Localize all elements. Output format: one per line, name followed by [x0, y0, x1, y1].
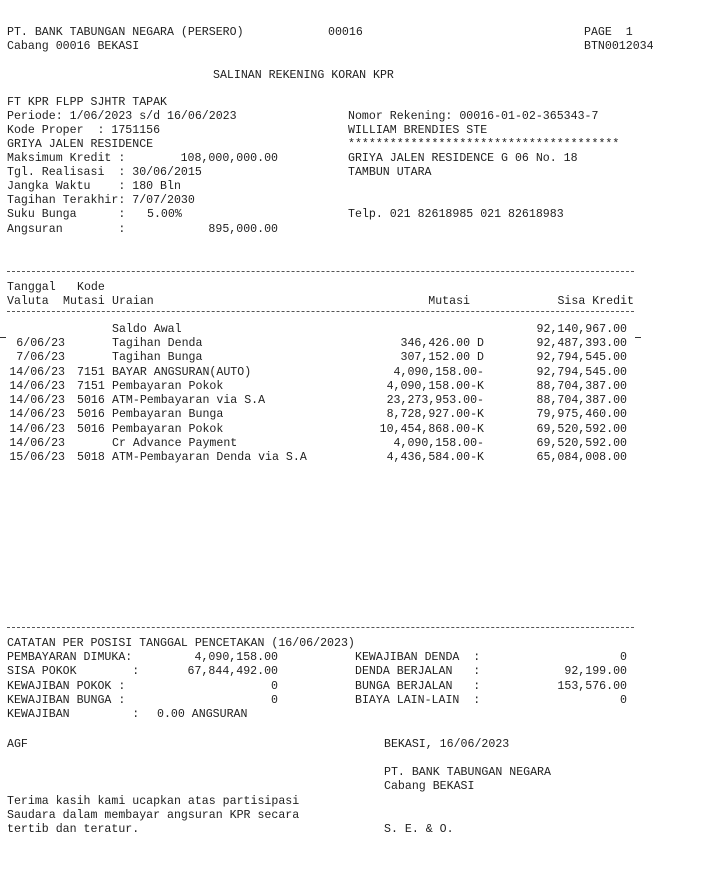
row-sisa-kredit: 79,975,460.00 — [536, 408, 627, 421]
bank-name: PT. BANK TABUNGAN NEGARA (PERSERO) — [7, 26, 244, 39]
kewajiban-denda-label: KEWAJIBAN DENDA : — [355, 651, 481, 664]
customer-address-line-2: TAMBUN UTARA — [348, 166, 432, 179]
jangka-waktu: Jangka Waktu : 180 Bln — [7, 180, 181, 193]
page-number: PAGE 1 — [584, 26, 633, 39]
thank-you-line-2: Saudara dalam membayar angsuran KPR secara — [7, 809, 300, 822]
maks-kredit-label: Maksimum Kredit : — [7, 152, 126, 165]
row-sisa-kredit: 65,084,008.00 — [536, 451, 627, 464]
bunga-berjalan-label: BUNGA BERJALAN : — [355, 680, 481, 693]
row-mutasi: 4,090,158.00- — [393, 366, 484, 379]
suku-bunga-label: Suku Bunga : — [7, 208, 126, 221]
row-date: 14/06/23 — [9, 437, 65, 450]
tagihan-terakhir: Tagihan Terakhir: 7/07/2030 — [7, 194, 195, 207]
row-description: Cr Advance Payment — [112, 437, 238, 450]
signatory-branch: Cabang BEKASI — [384, 780, 475, 793]
account-number: Nomor Rekening: 00016-01-02-365343-7 — [348, 110, 599, 123]
row-code: 5018 — [77, 451, 105, 464]
project-name: GRIYA JALEN RESIDENCE — [7, 138, 154, 151]
col-valuta: Valuta — [7, 295, 49, 308]
sisa-pokok-label: SISA POKOK : — [7, 665, 140, 678]
row-mutasi: 10,454,868.00-K — [379, 423, 484, 436]
row-date: 14/06/23 — [9, 380, 65, 393]
customer-phone: Telp. 021 82618985 021 82618983 — [348, 208, 564, 221]
thank-you-line-1: Terima kasih kami ucapkan atas partisipasi — [7, 795, 300, 808]
biaya-lain-value: 0 — [620, 694, 627, 707]
row-mutasi: 4,090,158.00-K — [386, 380, 484, 393]
col-sisa-kredit: Sisa Kredit — [557, 295, 634, 308]
row-sisa-kredit: 88,704,387.00 — [536, 394, 627, 407]
pembayaran-dimuka-label: PEMBAYARAN DIMUKA: — [7, 651, 133, 664]
row-mutasi: 4,090,158.00- — [393, 437, 484, 450]
margin-tick-right — [635, 337, 641, 338]
row-date: 7/06/23 — [16, 351, 65, 364]
suku-bunga-value: 5.00% — [147, 208, 182, 221]
angsuran-label: Angsuran : — [7, 223, 126, 236]
row-sisa-kredit: 92,140,967.00 — [536, 323, 627, 336]
customer-name: WILLIAM BRENDIES STE — [348, 124, 488, 137]
row-sisa-kredit: 69,520,592.00 — [536, 437, 627, 450]
denda-berjalan-value: 92,199.00 — [564, 665, 627, 678]
row-code: 5016 — [77, 408, 105, 421]
row-description: Saldo Awal — [112, 323, 182, 336]
row-date: 6/06/23 — [16, 337, 65, 350]
sisa-pokok-value: 67,844,492.00 — [187, 665, 278, 678]
col-uraian: Uraian — [112, 295, 154, 308]
col-kode: Kode — [77, 281, 105, 294]
kewajiban-pokok-value: 0 — [271, 680, 278, 693]
row-date: 14/06/23 — [9, 423, 65, 436]
table-header-divider — [7, 311, 634, 312]
row-code: 5016 — [77, 394, 105, 407]
pembayaran-dimuka-value: 4,090,158.00 — [194, 651, 278, 664]
summary-title: CATATAN PER POSISI TANGGAL PENCETAKAN (16/06/2023) — [7, 637, 355, 650]
kewajiban-value: 0.00 ANGSURAN — [157, 708, 248, 721]
row-sisa-kredit: 92,794,545.00 — [536, 351, 627, 364]
branch-name: Cabang 00016 BEKASI — [7, 40, 140, 53]
agf-code: AGF — [7, 738, 28, 751]
maks-kredit-value: 108,000,000.00 — [180, 152, 278, 165]
kewajiban-bunga-label: KEWAJIBAN BUNGA : — [7, 694, 126, 707]
row-mutasi: 23,273,953.00- — [386, 394, 484, 407]
row-description: ATM-Pembayaran Denda via S.A — [112, 451, 307, 464]
star-divider: *************************************** — [348, 138, 620, 151]
row-description: BAYAR ANGSURAN(AUTO) — [112, 366, 252, 379]
row-mutasi: 4,436,584.00-K — [386, 451, 484, 464]
row-date: 14/06/23 — [9, 366, 65, 379]
row-mutasi: 8,728,927.00-K — [386, 408, 484, 421]
col-mutasi-sub: Mutasi — [63, 295, 105, 308]
document-code: BTN0012034 — [584, 40, 654, 53]
row-sisa-kredit: 69,520,592.00 — [536, 423, 627, 436]
kewajiban-denda-value: 0 — [620, 651, 627, 664]
row-code: 7151 — [77, 366, 105, 379]
errors-omissions-note: S. E. & O. — [384, 823, 454, 836]
customer-address-line-1: GRIYA JALEN RESIDENCE G 06 No. 18 — [348, 152, 578, 165]
row-date: 14/06/23 — [9, 408, 65, 421]
row-code: 7151 — [77, 380, 105, 393]
row-description: Tagihan Bunga — [112, 351, 203, 364]
row-description: ATM-Pembayaran via S.A — [112, 394, 266, 407]
row-date: 14/06/23 — [9, 394, 65, 407]
table-top-divider — [7, 271, 634, 272]
kewajiban-pokok-label: KEWAJIBAN POKOK : — [7, 680, 126, 693]
product-name: FT KPR FLPP SJHTR TAPAK — [7, 96, 168, 109]
statement-period: Periode: 1/06/2023 s/d 16/06/2023 — [7, 110, 237, 123]
tgl-realisasi: Tgl. Realisasi : 30/06/2015 — [7, 166, 202, 179]
kewajiban-bunga-value: 0 — [271, 694, 278, 707]
biaya-lain-label: BIAYA LAIN-LAIN : — [355, 694, 481, 707]
row-date: 15/06/23 — [9, 451, 65, 464]
document-title: SALINAN REKENING KORAN KPR — [213, 69, 394, 82]
denda-berjalan-label: DENDA BERJALAN : — [355, 665, 481, 678]
row-mutasi: 307,152.00 D — [400, 351, 484, 364]
row-sisa-kredit: 92,487,393.00 — [536, 337, 627, 350]
row-sisa-kredit: 92,794,545.00 — [536, 366, 627, 379]
kewajiban-label: KEWAJIBAN : — [7, 708, 140, 721]
bunga-berjalan-value: 153,576.00 — [557, 680, 627, 693]
col-mutasi: Mutasi — [428, 295, 470, 308]
col-tanggal: Tanggal — [7, 281, 56, 294]
row-description: Tagihan Denda — [112, 337, 203, 350]
row-description: Pembayaran Pokok — [112, 380, 224, 393]
signatory-bank: PT. BANK TABUNGAN NEGARA — [384, 766, 551, 779]
summary-divider — [7, 627, 634, 628]
kode-proper: Kode Proper : 1751156 — [7, 124, 161, 137]
row-sisa-kredit: 88,704,387.00 — [536, 380, 627, 393]
branch-code: 00016 — [328, 26, 363, 39]
row-description: Pembayaran Pokok — [112, 423, 224, 436]
row-mutasi: 346,426.00 D — [400, 337, 484, 350]
thank-you-line-3: tertib dan teratur. — [7, 823, 140, 836]
place-date: BEKASI, 16/06/2023 — [384, 738, 510, 751]
row-code: 5016 — [77, 423, 105, 436]
angsuran-value: 895,000.00 — [208, 223, 278, 236]
row-description: Pembayaran Bunga — [112, 408, 224, 421]
